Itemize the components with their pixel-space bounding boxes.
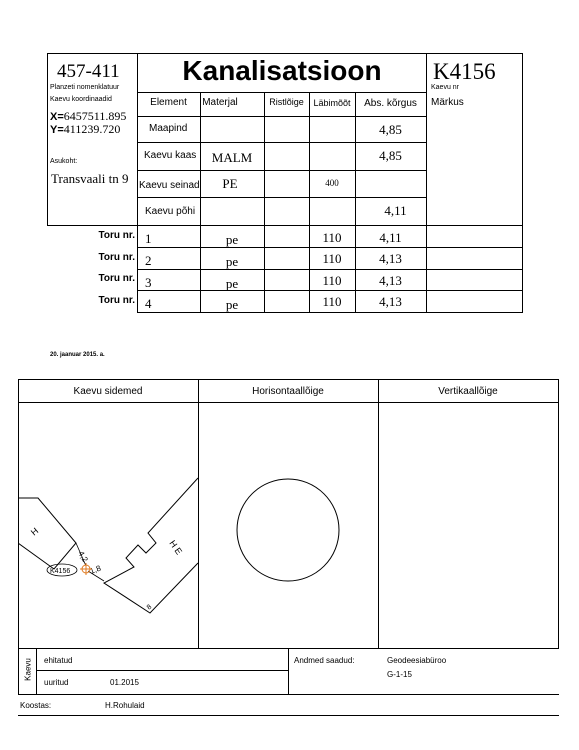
- row-level: 4,11: [384, 203, 407, 218]
- pipe-level: 4,13: [379, 294, 402, 309]
- well-number-caption: Kaevu nr: [431, 84, 460, 91]
- col-material: Materjal: [202, 97, 238, 108]
- row-material: MALM: [211, 150, 253, 165]
- row-element: Kaevu seinad: [139, 180, 200, 191]
- col-remarks: Märkus: [431, 97, 464, 108]
- built-label: ehitatud: [44, 656, 73, 665]
- col-well-links: Kaevu sidemed: [73, 386, 143, 397]
- dimension-label: 4,2: [76, 549, 90, 564]
- surveyed-value: 01.2015: [110, 678, 139, 687]
- coord-x-value: 6457511.895: [63, 109, 127, 123]
- pipe-diameter: 110: [322, 251, 342, 266]
- col-element: Element: [150, 97, 187, 108]
- coord-y-value: 411239.720: [63, 122, 121, 136]
- plan-caption: Planzeti nomenklatuur: [50, 84, 120, 91]
- pipe-material: pe: [225, 232, 239, 247]
- pipe-number: 3: [145, 275, 152, 290]
- data-source-label: Andmed saadud:: [294, 656, 355, 665]
- horizontal-section-drawing: [198, 403, 378, 648]
- document-date: 20. jaanuar 2015. a.: [50, 352, 105, 358]
- dimension-label: 1,8: [88, 563, 103, 576]
- coord-y: [50, 122, 120, 137]
- pipe-level: 4,11: [379, 230, 402, 245]
- pipe-number: 1: [145, 231, 152, 246]
- author-label: Koostas:: [20, 701, 52, 710]
- col-cross: Ristlõige: [269, 97, 304, 107]
- col-horizontal-section: Horisontaallõige: [252, 386, 324, 397]
- location-caption: Asukoht:: [50, 158, 78, 165]
- pipe-diameter: 110: [322, 294, 342, 309]
- row-level: 4,85: [379, 122, 402, 137]
- location-value: Transvaali tn 9: [51, 171, 129, 186]
- row-element: Maapind: [149, 123, 188, 134]
- pipe-diameter: 110: [322, 273, 342, 288]
- row-element: Kaevu põhi: [145, 206, 196, 217]
- pipe-level: 4,13: [379, 251, 402, 266]
- building-label: H E: [167, 538, 185, 557]
- row-diameter: 400: [325, 178, 339, 188]
- well-tag: K4156: [50, 568, 71, 575]
- footer-side-label: Kaevu: [23, 658, 33, 681]
- building-label: H: [28, 525, 41, 538]
- well-number: K4156: [433, 59, 496, 84]
- building-outline: [18, 498, 76, 569]
- corner-label: 8: [145, 603, 154, 612]
- coords-caption: Kaevu koordinaadid: [50, 96, 112, 103]
- pipe-number: 4: [145, 296, 152, 311]
- col-diameter: Läbimõõt: [313, 98, 351, 108]
- coord-x-label: X=: [50, 111, 64, 123]
- pipe-material: pe: [225, 276, 239, 291]
- col-level: Abs. kõrgus: [364, 98, 417, 109]
- data-source-code: G-1-15: [387, 670, 412, 679]
- pipe-level: 4,13: [379, 273, 402, 288]
- document-title: Kanalisatsioon: [182, 55, 382, 86]
- pipe-material: pe: [225, 297, 239, 312]
- pipe-label: Toru nr.: [98, 295, 135, 306]
- pipe-number: 2: [145, 253, 152, 268]
- coord-y-label: Y=: [50, 124, 64, 136]
- pipe-label: Toru nr.: [98, 252, 135, 263]
- well-cross-section-circle: [237, 479, 339, 581]
- well-sketch: [18, 403, 198, 648]
- row-material: PE: [222, 176, 238, 191]
- surveyed-label: uuritud: [44, 678, 69, 687]
- pipe-material: pe: [225, 254, 239, 269]
- author-value: H.Rohulaid: [105, 701, 145, 710]
- row-level: 4,85: [379, 148, 402, 163]
- plan-code: 457-411: [57, 61, 120, 82]
- row-element: Kaevu kaas: [144, 150, 197, 161]
- pipe-diameter: 110: [322, 230, 342, 245]
- building-outline: [104, 478, 198, 613]
- col-vertical-section: Vertikaallõige: [438, 386, 498, 397]
- pipe-label: Toru nr.: [98, 230, 135, 241]
- pipe-label: Toru nr.: [98, 273, 135, 284]
- data-source-value: Geodeesiabüroo: [387, 656, 447, 665]
